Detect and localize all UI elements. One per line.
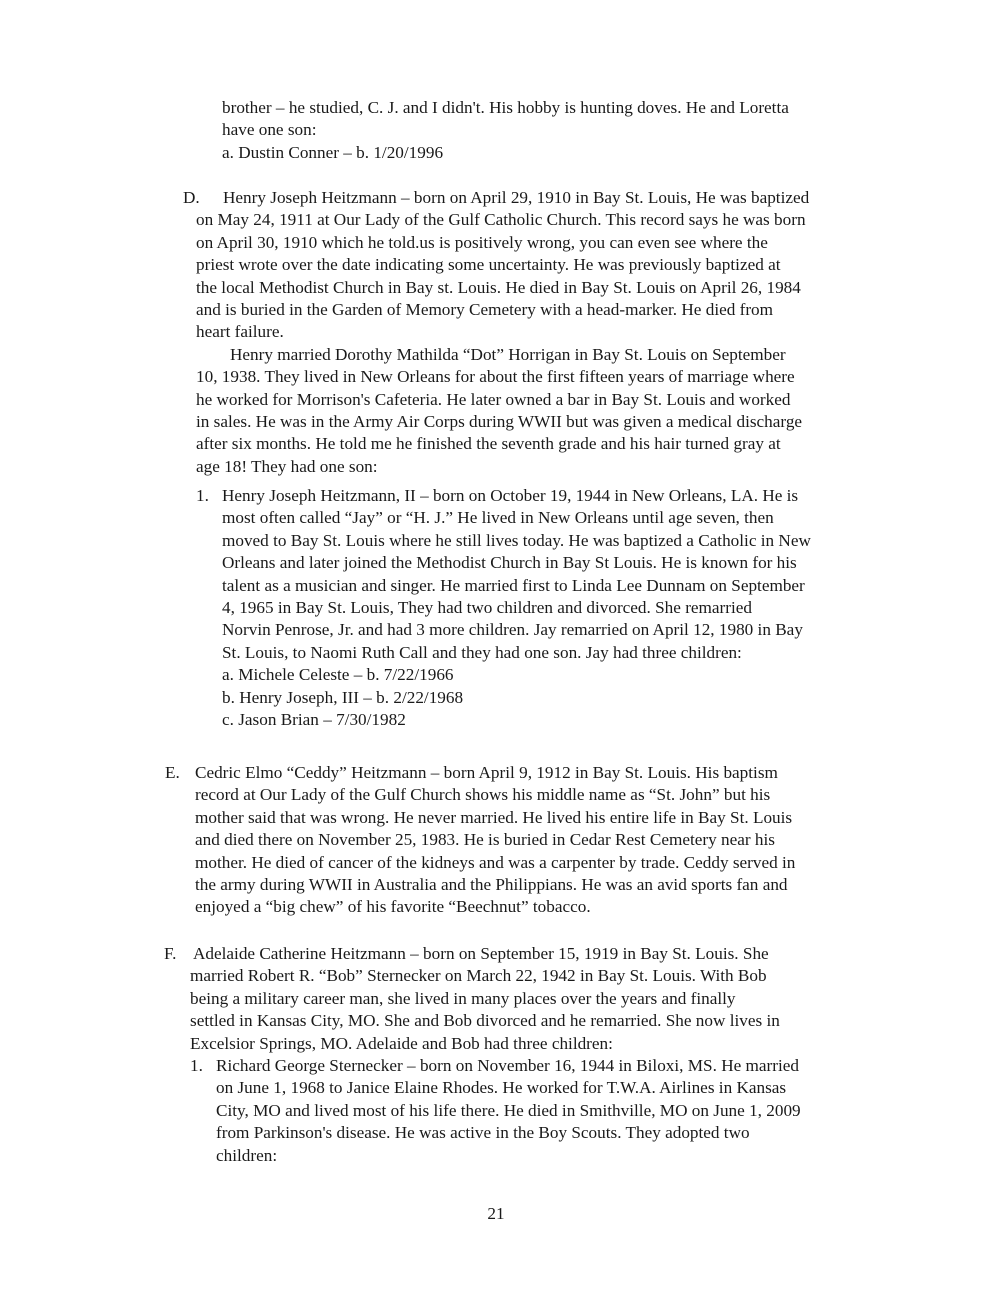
text-line: being a military career man, she lived in many places over the years and finally (190, 988, 736, 1008)
child-f1-body (216, 1055, 801, 1167)
text-line: 4, 1965 in Bay St. Louis, They had two children and divorced. She remarried (222, 598, 752, 618)
text-line: most often called “Jay” or “H. J.” He lived in New Orleans until age seven, then (222, 508, 774, 528)
text-line: heart failure. (196, 322, 284, 342)
text-line: children: (216, 1145, 278, 1165)
section-f-body (190, 943, 780, 1055)
list-item: c. Jason Brian – 7/30/1982 (222, 710, 406, 730)
list-item: a. Dustin Conner – b. 1/20/1996 (222, 142, 444, 162)
text-line: settled in Kansas City, MO. She and Bob divorced and he remarried. She now lives in (190, 1011, 780, 1031)
text-line: St. Louis, to Naomi Ruth Call and they had one son. Jay had three children: (222, 642, 742, 662)
text-line: he worked for Morrison's Cafeteria. He later owned a bar in Bay St. Louis and worked (196, 389, 791, 409)
text-line: mother said that was wrong. He never married. He lived his entire life in Bay St. Louis (195, 807, 793, 827)
text-line: Henry Joseph Heitzmann – born on April 29, 1910 in Bay St. Louis, He was baptized (223, 188, 810, 207)
text-line: on June 1, 1968 to Janice Elaine Rhodes. He worked for T.W.A. Airlines in Kansas (216, 1078, 787, 1098)
text-line: Henry married Dorothy Mathilda “Dot” Horrigan in Bay St. Louis on September (230, 344, 786, 364)
text-line: the army during WWII in Australia and the Philippians. He was an avid sports fan and (195, 875, 788, 895)
text-line: married Robert R. “Bob” Sternecker on March 22, 1942 in Bay St. Louis. With Bob (190, 966, 767, 986)
text-line: the local Methodist Church in Bay st. Louis. He died in Bay St. Louis on April 26, 1984 (196, 277, 801, 297)
section-d-marker: D. (183, 188, 200, 207)
text-line: on May 24, 1911 at Our Lady of the Gulf Catholic Church. This record says he was born (196, 210, 806, 230)
text-line: City, MO and lived most of his life there. He died in Smithville, MO on June 1, 2009 (216, 1100, 801, 1120)
text-line: brother – he studied, C. J. and I didn't. His hobby is hunting doves. He and Loretta (222, 98, 789, 117)
text-line: from Parkinson's disease. He was active in the Boy Scouts. They adopted two (216, 1123, 750, 1143)
section-f-marker: F. (164, 944, 177, 963)
list-item: a. Michele Celeste – b. 7/22/1966 (222, 665, 454, 685)
section-d-continuation (196, 209, 806, 478)
text-line: and is buried in the Garden of Memory Cemetery with a head-marker. He died from (196, 300, 774, 320)
section-d-body (223, 187, 809, 209)
section-e-body (195, 762, 795, 919)
text-line: priest wrote over the date indicating some uncertainty. He was previously baptized at (196, 255, 781, 275)
intro-paragraph (222, 97, 789, 164)
text-line: record at Our Lady of the Gulf Church shows his middle name as “St. John” but his (195, 785, 771, 805)
text-line: mother. He died of cancer of the kidneys and was a carpenter by trade. Ceddy served in (195, 852, 796, 872)
text-line: Excelsior Springs, MO. Adelaide and Bob had three children: (190, 1033, 613, 1053)
text-line: and died there on November 25, 1983. He is buried in Cedar Rest Cemetery near his (195, 830, 775, 850)
text-line: Cedric Elmo “Ceddy” Heitzmann – born April 9, 1912 in Bay St. Louis. His baptism (195, 763, 778, 782)
text-line: have one son: (222, 120, 317, 140)
text-line: Norvin Penrose, Jr. and had 3 more children. Jay remarried on April 12, 1980 in Bay (222, 620, 803, 640)
text-line: after six months. He told me he finished the seventh grade and his hair turned gray at (196, 434, 781, 454)
text-line: enjoyed a “big chew” of his favorite “Beechnut” tobacco. (195, 897, 591, 917)
child-d1-body (222, 485, 811, 731)
text-line: Adelaide Catherine Heitzmann – born on September 15, 1919 in Bay St. Louis. She (193, 944, 769, 963)
page-number: 21 (487, 1204, 505, 1223)
text-line: on April 30, 1910 which he told.us is positively wrong, you can even see where the (196, 232, 768, 252)
child-marker: 1. (190, 1056, 203, 1075)
text-line: Richard George Sternecker – born on November 16, 1944 in Biloxi, MS. He married (216, 1056, 799, 1075)
text-line: talent as a musician and singer. He married first to Linda Lee Dunnam on September (222, 575, 805, 595)
child-marker: 1. (196, 486, 209, 505)
text-line: age 18! They had one son: (196, 456, 378, 476)
text-line: Orleans and later joined the Methodist Church in Bay St Louis. He is known for his (222, 553, 797, 573)
text-line: in sales. He was in the Army Air Corps during WWII but was given a medical discharge (196, 412, 803, 432)
text-line: Henry Joseph Heitzmann, II – born on October 19, 1944 in New Orleans, LA. He is (222, 486, 799, 505)
section-e-marker: E. (165, 763, 180, 782)
list-item: b. Henry Joseph, III – b. 2/22/1968 (222, 687, 464, 707)
text-line: moved to Bay St. Louis where he still lives today. He was baptized a Catholic in New (222, 530, 811, 550)
text-line: 10, 1938. They lived in New Orleans for about the first fifteen years of marriage where (196, 367, 795, 387)
